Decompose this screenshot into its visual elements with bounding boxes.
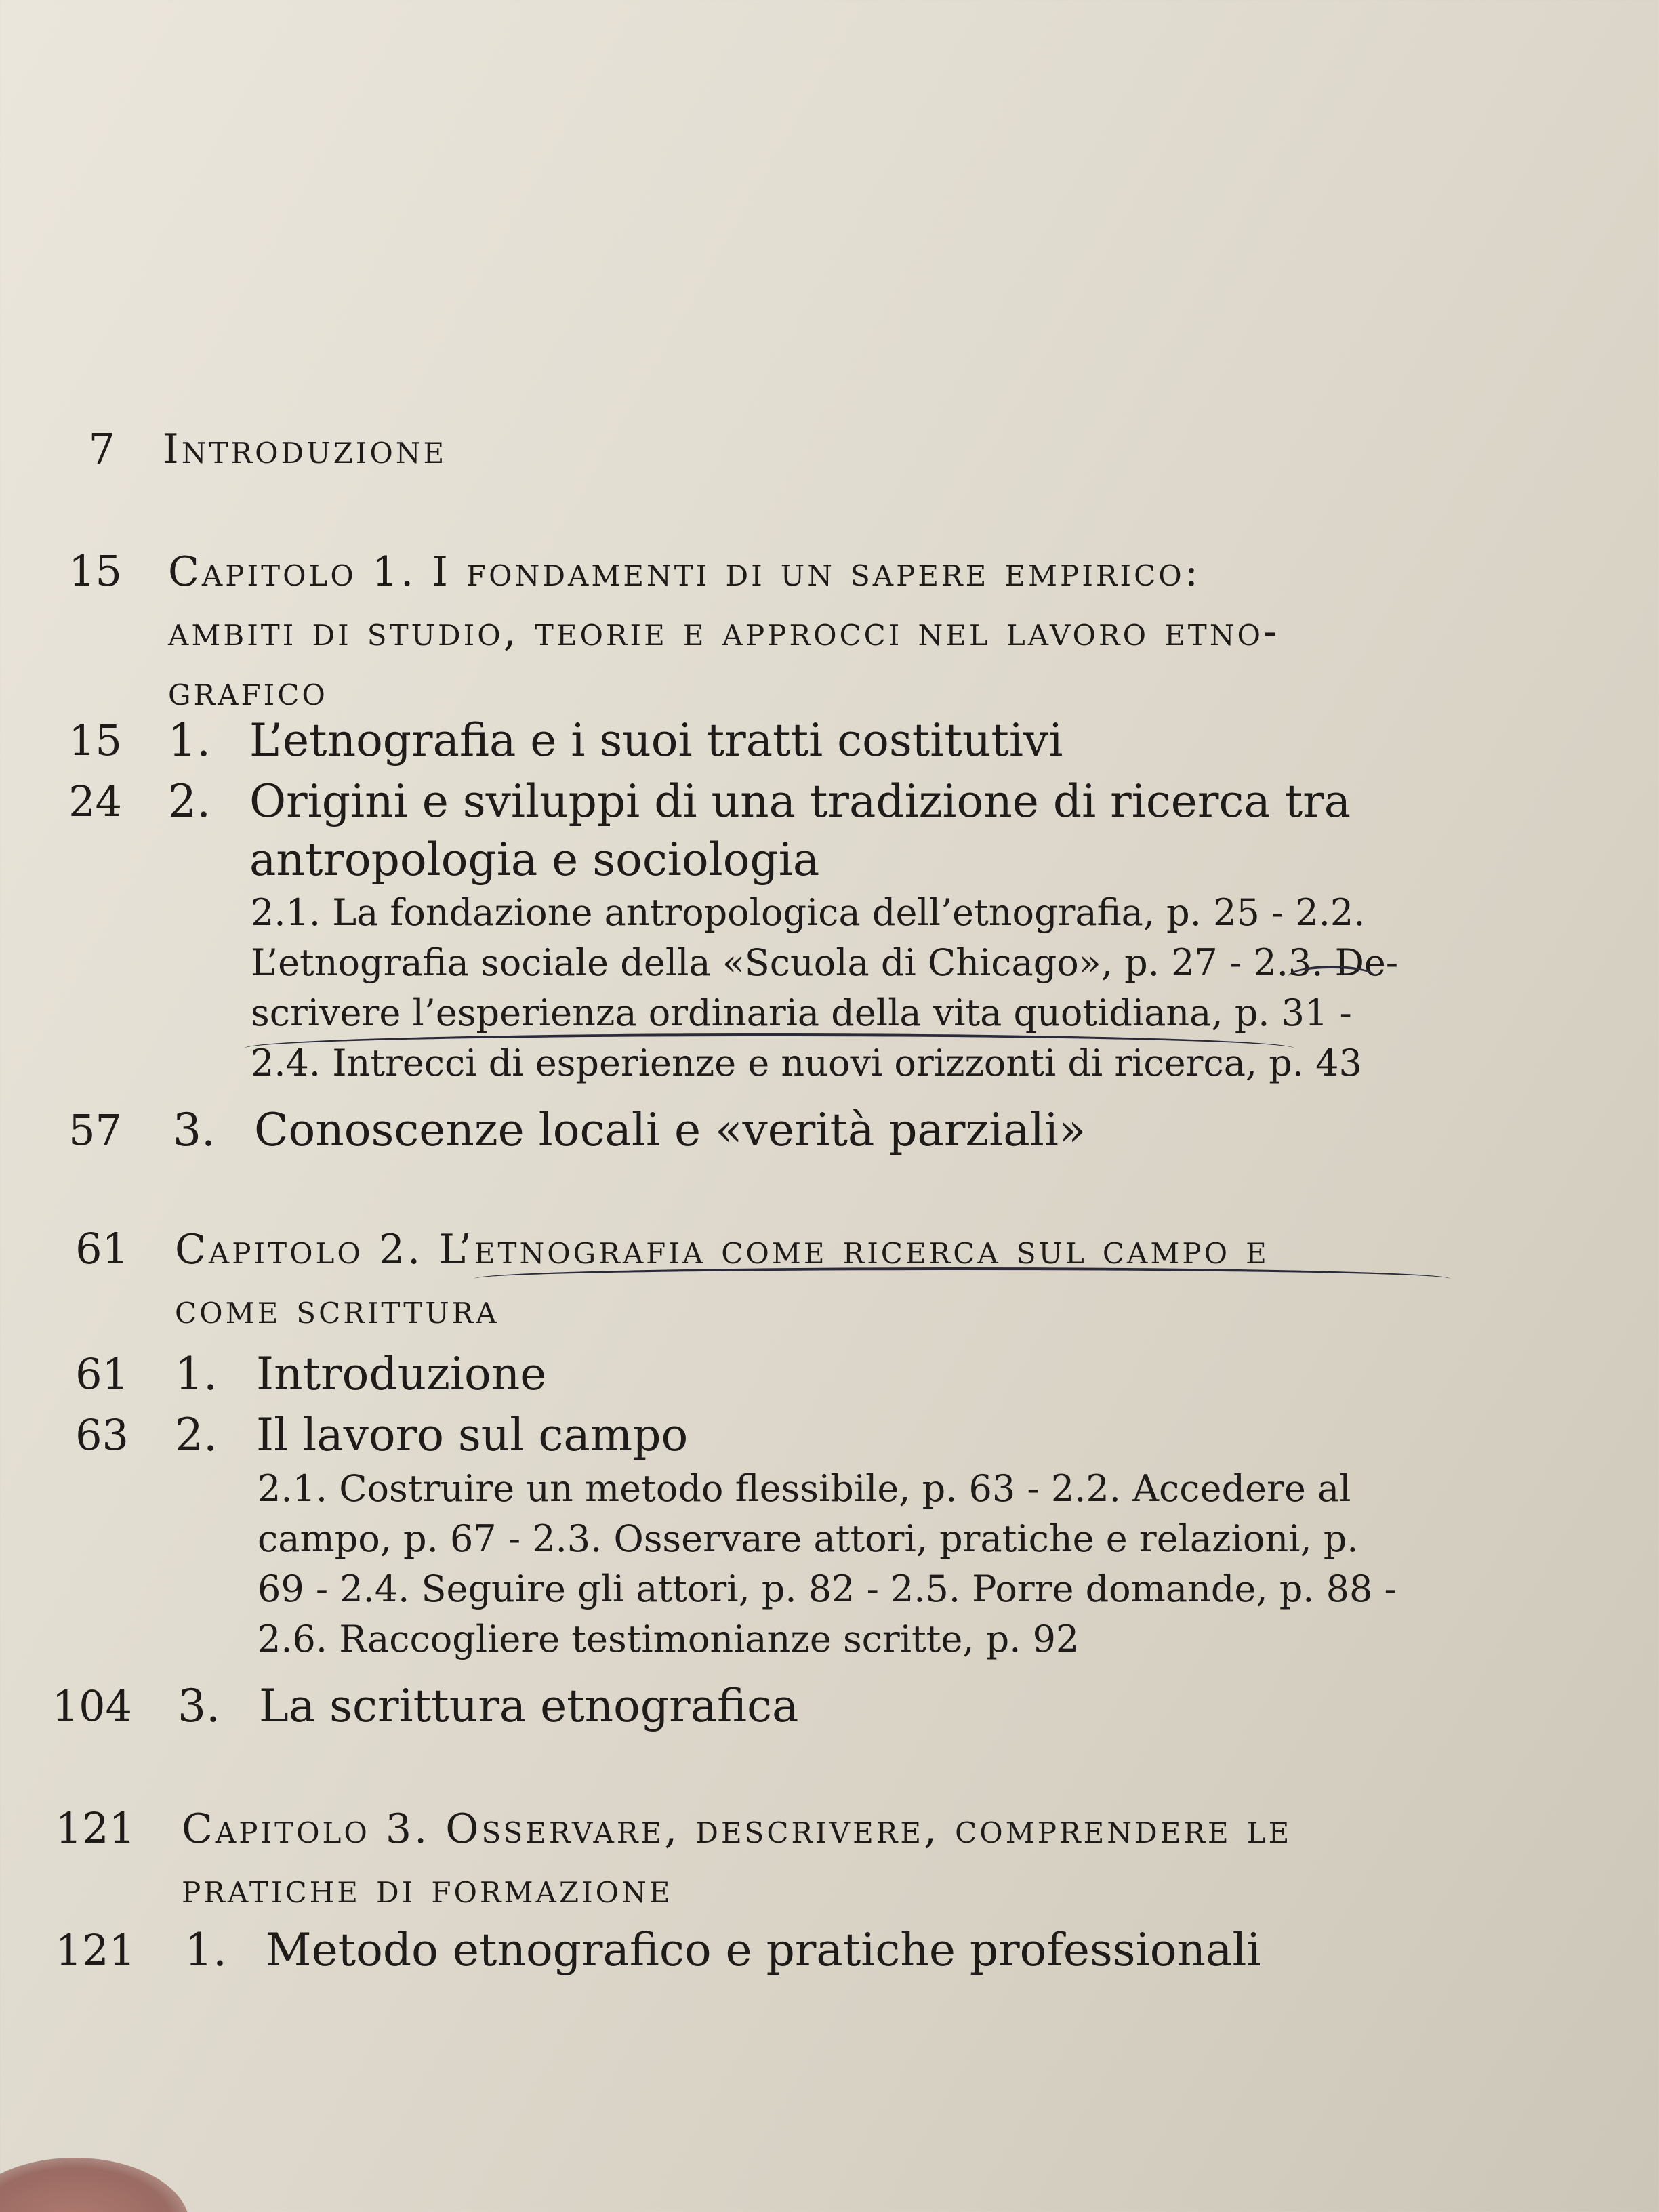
- subsection-line: 2.4. Intrecci di esperienze e nuovi orizzonti di ricerca, p. 43: [251, 1042, 1362, 1084]
- section-title: Conoscenze locali e «verità parziali»: [254, 1104, 1086, 1156]
- subsection-line: L’etnografia sociale della «Scuola di Chicago», p. 27 - 2.3. De-: [251, 941, 1399, 984]
- page-number: 15: [68, 546, 122, 596]
- section-number: 1.: [184, 1924, 227, 1976]
- subsection-line: 2.1. La fondazione antropologica dell’etnografia, p. 25 - 2.2.: [251, 891, 1366, 934]
- chapter-title-line: Osservare, descrivere, comprendere le: [445, 1805, 1292, 1853]
- page-number: 7: [88, 424, 115, 474]
- chapter-label: Capitolo 1.: [168, 548, 417, 596]
- page-number: 15: [68, 716, 122, 765]
- pen-underline: [474, 1267, 1450, 1290]
- subsection-line: campo, p. 67 - 2.3. Osservare attori, pratiche e relazioni, p.: [258, 1517, 1359, 1560]
- section-number: 2.: [175, 1409, 218, 1461]
- subsection-line: 2.6. Raccogliere testimonianze scritte, p. 92: [258, 1618, 1080, 1660]
- chapter-title-line: grafico: [168, 668, 328, 715]
- section-title: Metodo etnografico e pratiche professionali: [266, 1924, 1261, 1976]
- page-number: 61: [75, 1224, 129, 1273]
- page-number: 121: [55, 1803, 136, 1853]
- page-number: 61: [75, 1349, 129, 1399]
- page-number: 57: [68, 1105, 122, 1155]
- chapter-title-line: pratiche di formazione: [182, 1865, 673, 1912]
- page-number: 104: [52, 1681, 132, 1731]
- subsection-line: 69 - 2.4. Seguire gli attori, p. 82 - 2.5. Porre domande, p. 88 -: [258, 1568, 1397, 1610]
- page-number: 121: [55, 1925, 136, 1975]
- section-number: 3.: [173, 1104, 216, 1156]
- subsection-list: [258, 1464, 1397, 1664]
- chapter-title-line: come scrittura: [175, 1286, 499, 1333]
- section-number: 3.: [178, 1680, 220, 1732]
- page-number: 63: [75, 1410, 129, 1460]
- chapter-title-line: ambiti di studio, teorie e approcci nel lavoro etno-: [168, 608, 1280, 655]
- chapter-title-line: I fondamenti di un sapere empirico:: [432, 548, 1201, 596]
- chapter-label: Capitolo 2.: [175, 1226, 424, 1273]
- entry-title: Introduzione: [163, 426, 447, 473]
- subsection-line: 2.1. Costruire un metodo flessibile, p. 63 - 2.2. Accedere al: [258, 1467, 1351, 1510]
- section-title: Il lavoro sul campo: [256, 1409, 689, 1461]
- pen-underline: [1288, 966, 1376, 989]
- chapter-heading: [168, 542, 1496, 721]
- chapter-title-line: L’etnografia come ricerca sul campo e: [438, 1226, 1269, 1273]
- section-title: Introduzione: [256, 1348, 547, 1400]
- section-number: 2.: [168, 775, 211, 827]
- page-number: 24: [68, 777, 122, 826]
- section-title: antropologia e sociologia: [249, 834, 820, 886]
- section-title: Origini e sviluppi di una tradizione di ricerca tra: [249, 775, 1351, 827]
- chapter-label: Capitolo 3.: [182, 1805, 430, 1853]
- section-title: La scrittura etnografica: [259, 1680, 799, 1732]
- section-number: 1.: [175, 1348, 218, 1400]
- section-title: L’etnografia e i suoi tratti costitutivi: [249, 714, 1063, 766]
- chapter-heading: [182, 1799, 1510, 1919]
- pen-underline: [244, 1033, 1294, 1063]
- section-number: 1.: [168, 714, 211, 766]
- subsection-line: scrivere l’esperienza ordinaria della vita quotidiana, p. 31 -: [251, 991, 1352, 1034]
